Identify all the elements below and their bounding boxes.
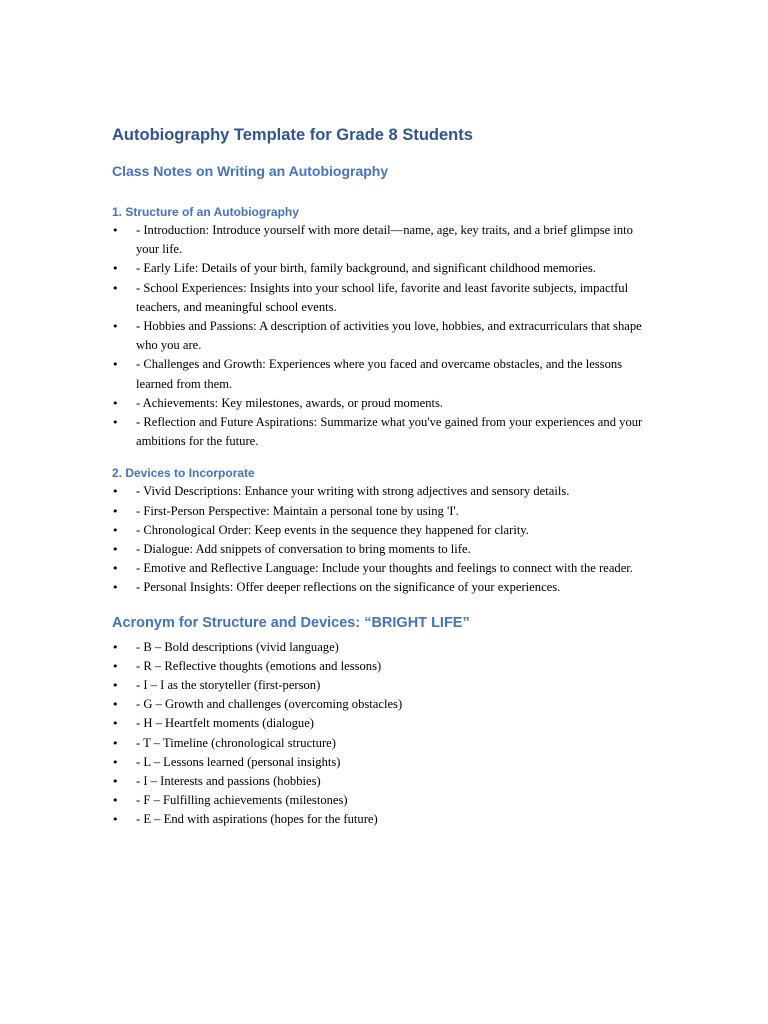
list-item-text: - Vivid Descriptions: Enhance your writing with strong adjectives and sensory details. xyxy=(136,484,570,499)
list-item xyxy=(112,753,658,772)
list-item-text: - Dialogue: Add snippets of conversation to bring moments to life. xyxy=(136,542,471,557)
bullet-icon: • xyxy=(112,358,119,372)
list-item-text: - Emotive and Reflective Language: Include your thoughts and feelings to connect with the reader. xyxy=(136,561,633,576)
document-title: Autobiography Template for Grade 8 Students xyxy=(112,126,473,144)
bullet-icon: • xyxy=(112,504,119,518)
bullet-icon: • xyxy=(112,755,119,769)
list-item-text: - I – Interests and passions (hobbies) xyxy=(136,774,321,789)
bullet-icon: • xyxy=(112,659,119,673)
devices-heading: 2. Devices to Incorporate xyxy=(112,466,255,481)
bullet-icon: • xyxy=(112,775,119,789)
list-item-text: - E – End with aspirations (hopes for the future) xyxy=(136,812,378,827)
bullet-icon: • xyxy=(112,736,119,750)
bullet-icon: • xyxy=(112,679,119,693)
list-item-text: - School Experiences: Insights into your school life, favorite and least favorite subjects, impactful teachers, and meaningful school events. xyxy=(136,280,629,314)
list-item xyxy=(112,279,658,317)
bullet-icon: • xyxy=(112,543,119,557)
list-item-text: - Chronological Order: Keep events in the sequence they happened for clarity. xyxy=(136,522,529,537)
list-item-text: - F – Fulfilling achievements (milestones) xyxy=(136,793,348,808)
list-item-text: - First-Person Perspective: Maintain a personal tone by using 'I'. xyxy=(136,503,459,518)
list-item-text: - B – Bold descriptions (vivid language) xyxy=(136,639,339,654)
bullet-icon: • xyxy=(112,581,119,595)
list-item xyxy=(112,810,658,829)
list-item xyxy=(112,540,658,559)
list-item xyxy=(112,676,658,695)
list-item xyxy=(112,791,658,810)
list-item-text: - T – Timeline (chronological structure) xyxy=(136,735,336,750)
bullet-icon: • xyxy=(112,224,119,237)
list-item-text: - Personal Insights: Offer deeper reflections on the significance of your experiences. xyxy=(136,580,561,595)
list-item-text: - Introduction: Introduce yourself with more detail—name, age, key traits, and a brief glimpse into your life. xyxy=(136,223,633,257)
class-notes-heading: Class Notes on Writing an Autobiography xyxy=(112,163,389,179)
list-item-text: - Challenges and Growth: Experiences where you faced and overcame obstacles, and the lessons learned from them. xyxy=(136,357,623,391)
bullet-icon: • xyxy=(112,523,119,537)
list-item-text: - L – Lessons learned (personal insights) xyxy=(136,754,341,769)
list-item-text: - R – Reflective thoughts (emotions and lessons) xyxy=(136,658,382,673)
list-item-text: - G – Growth and challenges (overcoming obstacles) xyxy=(136,697,403,712)
list-item-text: - Reflection and Future Aspirations: Summarize what you've gained from your experiences and your ambitions for the future. xyxy=(136,415,643,449)
list-item xyxy=(112,355,658,393)
list-item-text: - Achievements: Key milestones, awards, or proud moments. xyxy=(136,395,444,410)
list-item xyxy=(112,482,658,501)
bullet-icon: • xyxy=(112,416,119,430)
list-item-text: - I – I as the storyteller (first-person) xyxy=(136,678,321,693)
bullet-icon: • xyxy=(112,813,119,827)
structure-section xyxy=(112,203,658,451)
list-item xyxy=(112,521,658,540)
devices-section xyxy=(112,464,658,597)
structure-list xyxy=(112,221,658,451)
document-page xyxy=(112,123,658,830)
list-item xyxy=(112,221,658,259)
list-item xyxy=(112,638,658,657)
bullet-icon: • xyxy=(112,794,119,808)
bullet-icon: • xyxy=(112,320,119,334)
list-item xyxy=(112,657,658,676)
list-item-text: - Hobbies and Passions: A description of activities you love, hobbies, and extracurriculars that shape who you are. xyxy=(136,319,642,353)
acronym-list xyxy=(112,638,658,830)
acronym-heading: Acronym for Structure and Devices: “BRIGHT LIFE” xyxy=(112,614,470,631)
list-item xyxy=(112,559,658,578)
bullet-icon: • xyxy=(112,396,119,410)
list-item xyxy=(112,714,658,733)
list-item xyxy=(112,578,658,597)
bullet-icon: • xyxy=(112,485,119,499)
bullet-icon: • xyxy=(112,281,119,295)
structure-heading: 1. Structure of an Autobiography xyxy=(112,205,299,219)
bullet-icon: • xyxy=(112,562,119,576)
bullet-icon: • xyxy=(112,717,119,731)
devices-list xyxy=(112,482,658,597)
list-item xyxy=(112,695,658,714)
list-item xyxy=(112,259,658,278)
list-item xyxy=(112,502,658,521)
list-item xyxy=(112,317,658,355)
bullet-icon: • xyxy=(112,698,119,712)
list-item xyxy=(112,413,658,451)
list-item xyxy=(112,394,658,413)
bullet-icon: • xyxy=(112,640,119,654)
bullet-icon: • xyxy=(112,262,119,276)
list-item-text: - H – Heartfelt moments (dialogue) xyxy=(136,716,315,731)
list-item xyxy=(112,734,658,753)
list-item-text: - Early Life: Details of your birth, family background, and significant childhood memories. xyxy=(136,261,596,276)
list-item xyxy=(112,772,658,791)
